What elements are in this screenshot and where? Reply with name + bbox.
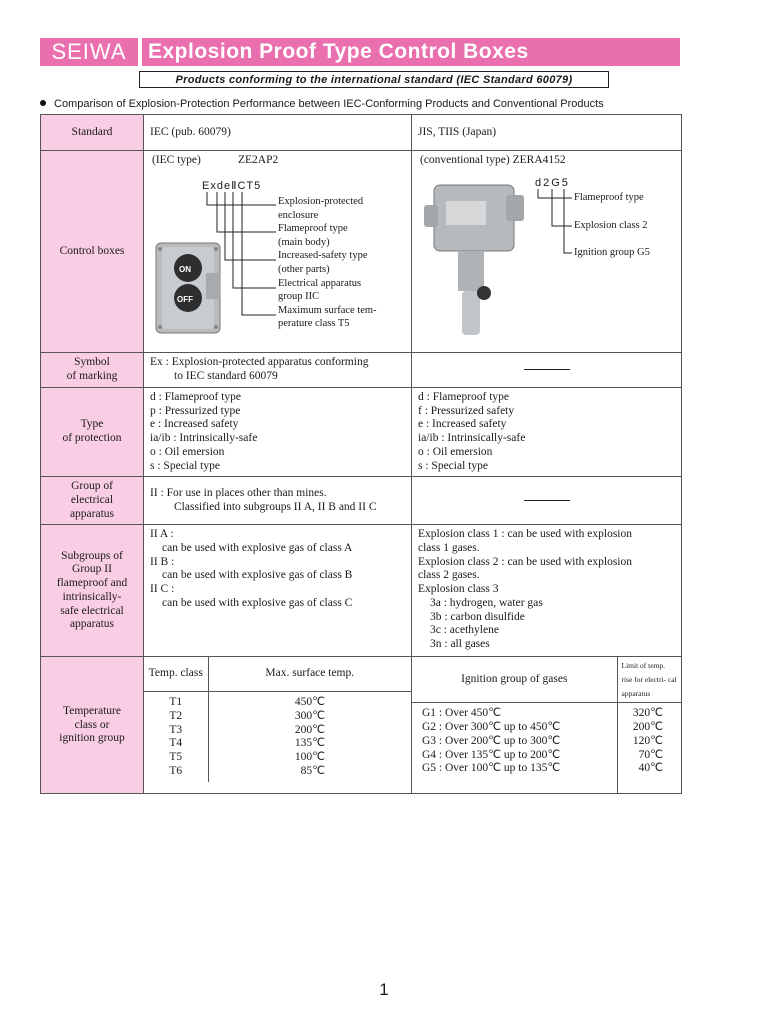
ignition-group: G3 : Over 200℃ up to 300℃ [422, 734, 561, 747]
brand-logo: SEIWA [40, 38, 138, 66]
max-surface-temp: 200℃ [294, 723, 325, 736]
jis-temp-body [412, 703, 681, 794]
text-line: 3b : carbon disulfide [430, 610, 525, 623]
iec-marking-code: ExdeⅡCT5 [202, 180, 262, 192]
label-line: ignition group [59, 732, 125, 745]
jis-type-label: (conventional type) ZERA4152 [420, 154, 566, 166]
label-line: apparatus [69, 618, 115, 631]
label-line: intrinsically- [62, 590, 122, 603]
jis-standard: JIS, TIIS (Japan) [412, 115, 682, 151]
row-standard [41, 115, 682, 151]
iec-symbol [144, 353, 412, 388]
label-type-protection [41, 388, 144, 477]
jis-callout-3: Ignition group G5 [574, 247, 650, 258]
text-line: 3c : acethylene [430, 624, 499, 637]
ignition-group: G2 : Over 300℃ up to 450℃ [422, 721, 561, 734]
on-button-label: ON [179, 265, 191, 274]
text-line: Explosion class 3 [418, 583, 499, 596]
text-line: Explosion class 1 : can be used with explosion [418, 528, 632, 541]
text-line: Ex : Explosion-protected apparatus conforming [150, 356, 369, 368]
iec-control-box-image [156, 243, 220, 333]
jis-type-protection [412, 388, 682, 477]
row-control-boxes [41, 151, 682, 353]
iec-type-label: (IEC type) [152, 154, 201, 166]
label-line: of marking [66, 370, 118, 382]
label-line: electrical [70, 493, 114, 506]
ignition-group: G5 : Over 100℃ up to 135℃ [422, 762, 561, 775]
temp-class: T6 [169, 764, 183, 777]
text-line: II A : [150, 528, 174, 541]
jis-control-box-image [424, 185, 524, 335]
text-line: d : Flameproof type [150, 391, 242, 403]
label-line: class or [74, 718, 110, 731]
standard-note: Products conforming to the international standard (IEC Standard 60079) [139, 71, 609, 88]
comparison-table [40, 114, 682, 794]
jis-callout-2: Explosion class 2 [574, 220, 648, 231]
max-surface-list [208, 692, 411, 783]
callout-line: group IIC [278, 291, 320, 303]
label-line: safe electrical [60, 604, 124, 617]
label-symbol [41, 353, 144, 388]
text-line: e : Increased safety [150, 418, 239, 431]
temp-class: T1 [169, 696, 183, 709]
callout-line: perature class T5 [278, 318, 350, 330]
label-temperature [41, 657, 144, 794]
intro-label: Comparison of Explosion-Protection Performance between IEC-Conforming Products and Conventional Products [54, 98, 604, 110]
iec-subgroups [144, 525, 412, 657]
label-line: flameproof and [56, 577, 128, 590]
label-line: Group of [71, 480, 113, 493]
text-line: o : Oil emersion [418, 445, 493, 458]
row-subgroups [41, 525, 682, 657]
label-subgroups [41, 525, 144, 657]
text-line: ia/ib : Intrinsically-safe [418, 432, 526, 445]
jis-symbol [412, 353, 682, 388]
callout-line: (main body) [278, 236, 330, 248]
text-line: s : Special type [418, 459, 488, 472]
row-symbol [41, 353, 682, 388]
row-temperature [41, 657, 682, 794]
max-surface-temp: 85℃ [300, 764, 325, 777]
limit-rise: 320℃ [632, 707, 663, 720]
callout-line: Electrical apparatus [278, 277, 362, 289]
iec-temperature [144, 657, 412, 794]
max-surface-temp: 300℃ [294, 710, 325, 723]
ignition-group-list [412, 703, 617, 794]
limit-rise-list [617, 703, 681, 794]
iec-temp-header [144, 657, 411, 692]
callout-line: Maximum surface tem- [278, 304, 377, 316]
text-line: II : For use in places other than mines. [150, 487, 327, 500]
jis-temp-header [412, 657, 681, 703]
text-line: to IEC standard 60079 [174, 369, 278, 382]
intro-text [40, 98, 604, 110]
label-line: Group II [72, 563, 112, 576]
text-line: can be used with explosive gas of class B [162, 569, 353, 582]
max-surface-temp: 450℃ [294, 696, 325, 709]
callout-line: Explosion-protected [278, 196, 364, 207]
row-type-protection [41, 388, 682, 477]
text-line: ia/ib : Intrinsically-safe [150, 432, 258, 445]
label-group [41, 477, 144, 525]
label-line: apparatus [69, 507, 115, 520]
temp-class: T3 [169, 723, 183, 736]
limit-rise: 120℃ [632, 734, 663, 747]
text-line: class 2 gases. [418, 569, 480, 582]
temp-class: T4 [169, 737, 183, 750]
max-surface-temp: 100℃ [294, 751, 325, 764]
text-line: 3a : hydrogen, water gas [430, 596, 543, 609]
text-line: f : Pressurized safety [418, 404, 515, 417]
jis-marking-code: d2G5 [535, 177, 570, 189]
text-line: e : Increased safety [418, 418, 507, 431]
iec-standard: IEC (pub. 60079) [144, 115, 412, 151]
max-surface-header: Max. surface temp. [208, 657, 411, 692]
text-line: 3n : all gases [430, 637, 490, 650]
text-line: p : Pressurized type [150, 404, 241, 417]
callout-line: Flameproof type [278, 223, 348, 235]
ignition-group: G1 : Over 450℃ [422, 707, 502, 720]
jis-subgroups [412, 525, 682, 657]
page-number: 1 [379, 980, 389, 999]
jis-temperature [412, 657, 682, 794]
jis-temp-table [412, 657, 681, 793]
label-line: Symbol [74, 356, 110, 369]
temp-class-list [144, 692, 208, 783]
iec-group [144, 477, 412, 525]
temp-class: T2 [169, 710, 183, 723]
label-line: Subgroups of [61, 549, 123, 562]
label-line: of protection [62, 432, 122, 445]
iec-type-protection [144, 388, 412, 477]
text-line: d : Flameproof type [418, 391, 510, 403]
label-line: Temperature [63, 704, 121, 717]
ignition-group: G4 : Over 135℃ up to 200℃ [422, 748, 561, 761]
callout-line: enclosure [278, 209, 319, 221]
text-line: Explosion class 2 : can be used with explosion [418, 555, 632, 568]
limit-rise: 200℃ [632, 721, 663, 734]
iec-model: ZE2AP2 [238, 154, 279, 166]
limit-rise-header: Limit of temp. rise for electri- cal apparatus [617, 657, 681, 703]
limit-rise: 40℃ [638, 762, 663, 775]
jis-control-box-cell [412, 151, 682, 353]
iec-temp-body [144, 692, 411, 783]
callout-line: (other parts) [278, 263, 330, 275]
iec-callout-list [278, 195, 377, 331]
text-line: s : Special type [150, 459, 220, 472]
iec-control-box-cell [144, 151, 412, 353]
bullet-icon [40, 100, 46, 106]
iec-temp-table [144, 657, 411, 782]
text-line: can be used with explosive gas of class A [162, 542, 353, 555]
text-line: can be used with explosive gas of class C [162, 596, 353, 609]
limit-rise: 70℃ [638, 748, 663, 761]
label-line: Type [80, 418, 104, 431]
page-title: Explosion Proof Type Control Boxes [142, 38, 680, 66]
off-button-label: OFF [177, 295, 193, 304]
ignition-group-header: Ignition group of gases [412, 657, 617, 703]
dash-mark [524, 369, 570, 370]
callout-line: Increased-safety type [278, 250, 368, 262]
text-line: class 1 gases. [418, 542, 480, 555]
row-group [41, 477, 682, 525]
max-surface-temp: 135℃ [294, 737, 325, 750]
text-line: II C : [150, 583, 175, 596]
dash-mark [524, 500, 570, 501]
jis-callout-1: Flameproof type [574, 192, 644, 203]
temp-class-header: Temp. class [144, 657, 208, 692]
jis-group [412, 477, 682, 525]
label-standard: Standard [41, 115, 144, 151]
text-line: o : Oil emersion [150, 445, 225, 458]
text-line: II B : [150, 555, 175, 568]
temp-class: T5 [169, 751, 183, 764]
label-control-boxes: Control boxes [41, 151, 144, 353]
text-line: Classified into subgroups II A, II B and II C [174, 500, 377, 513]
